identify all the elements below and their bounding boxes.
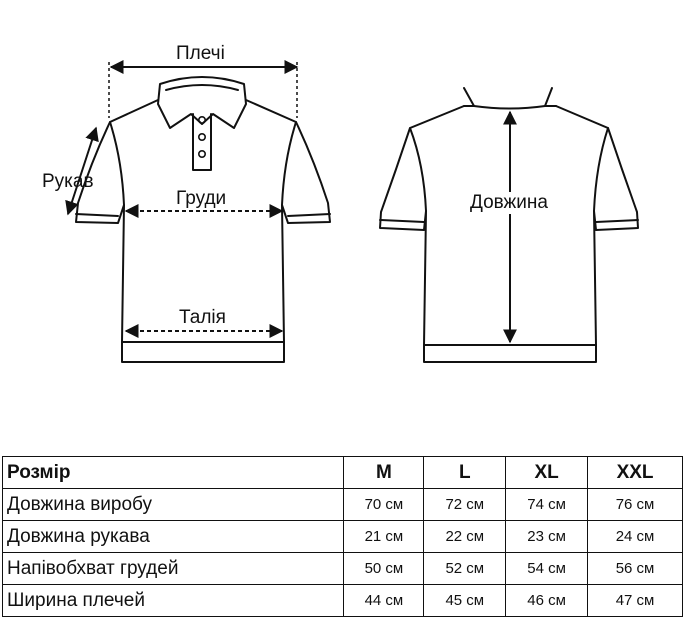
- button-icons: [199, 117, 205, 157]
- row-label: Ширина плечей: [3, 585, 344, 617]
- cell-value: 46 см: [506, 585, 588, 617]
- measurement-arrows: [68, 62, 510, 342]
- cell-value: 23 см: [506, 521, 588, 553]
- cell-value: 56 см: [588, 553, 683, 585]
- cell-value: 50 см: [344, 553, 424, 585]
- cell-value: 47 см: [588, 585, 683, 617]
- table-row: [3, 489, 683, 521]
- header-size-label: Розмір: [3, 457, 344, 489]
- row-label: Напівобхват грудей: [3, 553, 344, 585]
- cell-value: 24 см: [588, 521, 683, 553]
- cell-value: 44 см: [344, 585, 424, 617]
- table-header-row: [3, 457, 683, 489]
- cell-value: 74 см: [506, 489, 588, 521]
- row-label: Довжина виробу: [3, 489, 344, 521]
- cell-value: 70 см: [344, 489, 424, 521]
- button-icon: [199, 151, 205, 157]
- sleeve-label: Рукав: [42, 171, 94, 192]
- cell-value: 21 см: [344, 521, 424, 553]
- cell-value: 76 см: [588, 489, 683, 521]
- header-size-xl: XL: [506, 457, 588, 489]
- header-size-m: M: [344, 457, 424, 489]
- cell-value: 22 см: [424, 521, 506, 553]
- chest-label: Груди: [176, 188, 227, 209]
- header-size-l: L: [424, 457, 506, 489]
- table-row: [3, 553, 683, 585]
- cell-value: 45 см: [424, 585, 506, 617]
- row-label: Довжина рукава: [3, 521, 344, 553]
- size-table: [2, 456, 683, 617]
- waist-label: Талія: [179, 307, 226, 328]
- cell-value: 54 см: [506, 553, 588, 585]
- table-row: [3, 585, 683, 617]
- shoulders-label: Плечі: [176, 43, 225, 64]
- button-icon: [199, 134, 205, 140]
- length-label: Довжина: [470, 192, 548, 213]
- button-icon: [199, 117, 205, 123]
- header-size-xxl: XXL: [588, 457, 683, 489]
- table-row: [3, 521, 683, 553]
- cell-value: 72 см: [424, 489, 506, 521]
- cell-value: 52 см: [424, 553, 506, 585]
